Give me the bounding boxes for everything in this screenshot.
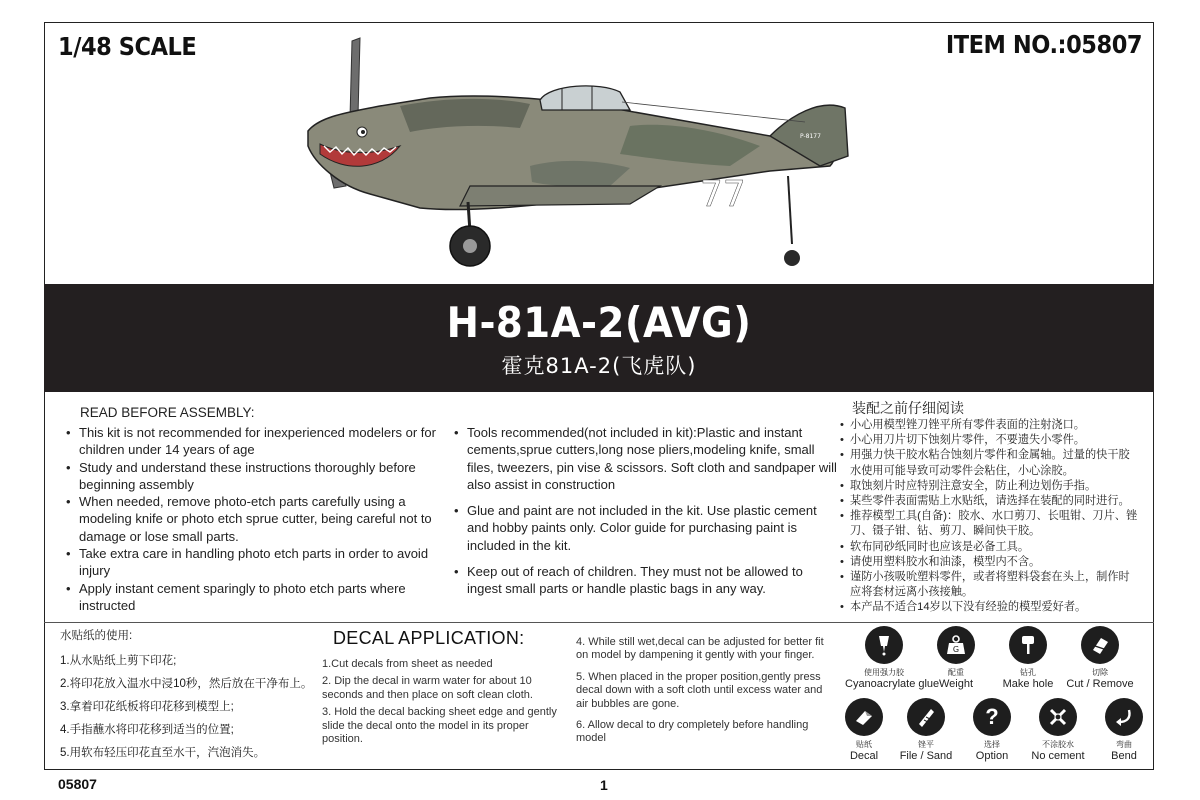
list-item: • Keep out of reach of children. They must not be allowed to ingest small parts or handle plastic bags in any way. [454, 563, 839, 598]
symbol-legend [835, 626, 1145, 766]
list-item: 5.用软布轻压印花直至水干，汽泡消失。 [60, 747, 266, 759]
read-before-title: READ BEFORE ASSEMBLY: [80, 405, 255, 420]
option-icon: ? [973, 698, 1011, 736]
list-item: • 某些零件表面需贴上水贴纸，请选择在装配的同时进行。 [840, 494, 1140, 509]
list-item: • 本产品不适合14岁以下没有经验的模型爱好者。 [840, 600, 1140, 615]
cut-icon [1081, 626, 1119, 664]
legend-option: ? 选择 Option [953, 698, 1031, 763]
list-item: • 请使用塑料胶水和油漆，模型内不含。 [840, 555, 1140, 570]
list-item: • This kit is not recommended for inexperienced modelers or for children under 14 years of age [66, 424, 446, 459]
list-item: 1.Cut decals from sheet as needed [322, 658, 493, 670]
list-item: • 谨防小孩吸吮塑料零件，或者将塑料袋套在头上，制作时应将套材远离小孩接触。 [840, 570, 1140, 600]
legend-no-cement: 不涂胶水 No cement [1019, 698, 1097, 763]
tail-code: P-8177 [800, 133, 821, 140]
list-item: • 软布同砂纸同时也应该是必备工具。 [840, 540, 1140, 555]
cn-notes-title: 装配之前仔细阅读 [852, 400, 964, 416]
legend-weight: G 配重 Weight [917, 626, 995, 691]
scale-label: 1/48 SCALE [58, 32, 197, 61]
aircraft-illustration [300, 36, 860, 276]
decal-cn-title: 水贴纸的使用: [60, 630, 133, 642]
decal-icon [845, 698, 883, 736]
legend-file: 锉平 File / Sand [887, 698, 965, 763]
list-item: 4.手指蘸水将印花移到适当的位置; [60, 724, 234, 736]
model-title: H-81A-2(AVG) [446, 298, 752, 347]
model-title-cn: 霍克81A-2(飞虎队) [501, 354, 697, 378]
list-item: • Glue and paint are not included in the kit. Use plastic cement and hobby paints only. Color guide for purchasing paint is included in the kit. [454, 502, 839, 554]
cn-notes-list [840, 418, 1140, 616]
list-item: • When needed, remove photo-etch parts carefully using a modeling knife or photo etch sprue cutter, being careful not to damage or lose small parts. [66, 493, 446, 545]
tools-list [454, 424, 839, 607]
list-item: • 推荐模型工具(自备)：胶水、水口剪刀、长咀钳、刀片、锉刀、镊子钳、钻、剪刀、瞬间快干胶。 [840, 509, 1140, 539]
list-item: • Tools recommended(not included in kit):Plastic and instant cements,sprue cutters,long nose pliers,modeling knife, small files, tweezers, pin vise & scissors. Soft cloth and sandpaper will also assist in construction [454, 424, 839, 493]
list-item: • Apply instant cement sparingly to photo etch parts where instructed [66, 580, 446, 615]
list-item: • Take extra care in handling photo etch parts in order to avoid injury [66, 545, 446, 580]
list-item: • 用强力快干胶水粘合蚀刻片零件和金属轴。过量的快干胶水使用可能导致可动零件会粘住，小心涂胶。 [840, 448, 1140, 478]
decal-cn-steps [60, 650, 330, 765]
legend-drill: 钻孔 Make hole [989, 626, 1067, 691]
list-item: • 取蚀刻片时应特别注意安全，防止利边划伤手指。 [840, 479, 1140, 494]
legend-glue: 使用强力胶 Cyanoacrylate glue [845, 626, 923, 691]
list-item: 6. Allow decal to dry completely before handling model [576, 719, 809, 745]
bend-icon [1105, 698, 1143, 736]
list-item: 5. When placed in the proper position,gently press decal down with a soft cloth until excess water and air bubbles are gone. [576, 670, 823, 710]
list-item: 1.从水贴纸上剪下印花; [60, 655, 177, 667]
list-item: 2.将印花放入温水中浸10秒，然后放在干净布上。 [60, 678, 313, 690]
list-item: • 小心用模型锉刀锉平所有零件表面的注射浇口。 [840, 418, 1140, 433]
no-cement-icon [1039, 698, 1077, 736]
fuselage-number: 77 [700, 174, 746, 215]
glue-icon [865, 626, 903, 664]
list-item: 4. While still wet,decal can be adjusted for better fit on model by dampening it gently with your finger. [576, 636, 824, 662]
decal-application-title: DECAL APPLICATION: [333, 628, 525, 648]
item-number: ITEM NO.:05807 [945, 30, 1142, 59]
list-item: 2. Dip the decal in warm water for about 10 seconds and then place on soft clean cloth. [322, 675, 533, 701]
section-divider [44, 622, 1154, 623]
legend-bend: 弯曲 Bend [1085, 698, 1163, 763]
svg-text:G: G [952, 645, 960, 654]
weight-icon [937, 626, 975, 664]
list-item: • Study and understand these instructions thoroughly before beginning assembly [66, 459, 446, 494]
decal-steps-right [576, 636, 831, 754]
legend-decal: 贴纸 Decal [825, 698, 903, 763]
title-banner [44, 284, 1154, 392]
page-number: 1 [600, 777, 608, 793]
drill-icon [1009, 626, 1047, 664]
read-before-list [66, 424, 446, 614]
legend-cut: 切除 Cut / Remove [1061, 626, 1139, 691]
list-item: • 小心用刀片切下蚀刻片零件，不要遗失小零件。 [840, 433, 1140, 448]
list-item: 3. Hold the decal backing sheet edge and gently slide the decal onto the model in its proper position. [322, 706, 557, 746]
list-item: 3.拿着印花纸板将印花移到模型上; [60, 701, 234, 713]
decal-steps-left [322, 658, 572, 750]
footer-item-number: 05807 [58, 776, 97, 792]
file-icon [907, 698, 945, 736]
